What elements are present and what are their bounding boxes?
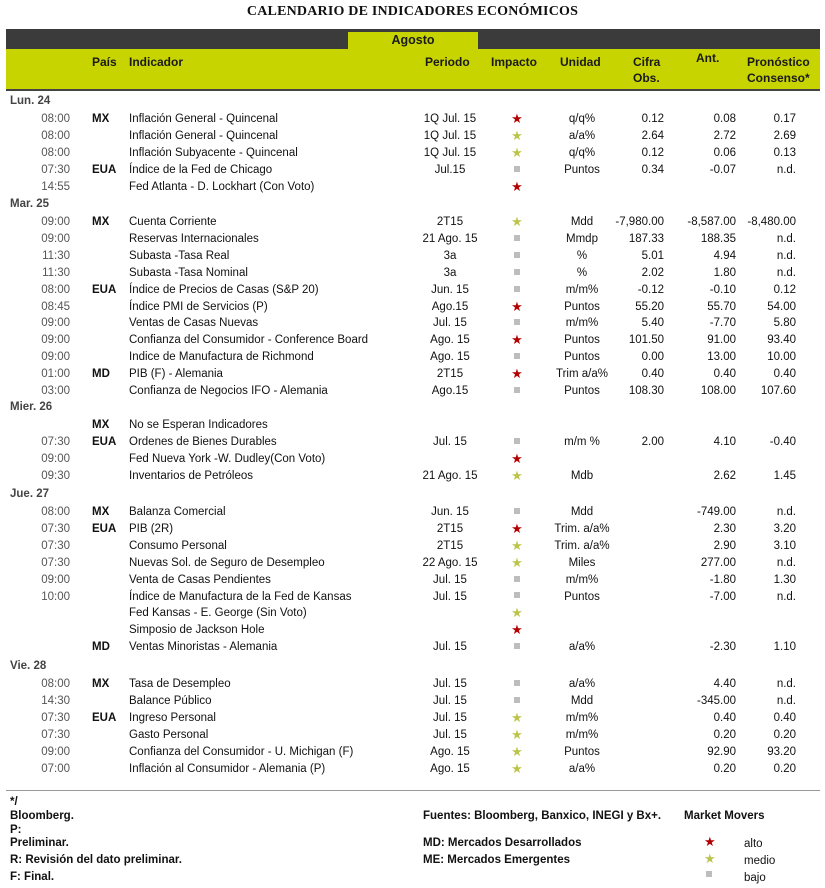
period-cell: Ago. 15 — [430, 762, 470, 775]
previous-value-cell: 2.30 — [713, 522, 736, 535]
country-cell: MX — [92, 216, 110, 228]
time-cell: 07:30 — [41, 556, 70, 569]
footer-bloomberg: Bloomberg. — [10, 810, 74, 822]
previous-value-cell: 0.40 — [713, 368, 736, 381]
indicator-cell: No se Esperan Indicadores — [129, 419, 268, 431]
time-cell: 08:45 — [41, 300, 70, 313]
period-cell: 1Q Jul. 15 — [423, 113, 477, 125]
legend-medio-label: medio — [744, 855, 776, 867]
impact-bajo-square-icon — [502, 283, 532, 297]
legend-alto-icon: ★ — [704, 834, 716, 849]
unit-cell: Mdd — [570, 506, 594, 518]
legend-bajo-label: bajo — [744, 872, 766, 884]
previous-value-cell: -8,587.00 — [687, 216, 736, 228]
country-cell: EUA — [92, 163, 117, 176]
day-label: Vie. 28 — [10, 660, 47, 672]
period-cell: Jul. 15 — [433, 435, 467, 448]
unit-cell: Trim. a/a% — [554, 522, 610, 535]
unit-cell: Mdd — [570, 216, 594, 228]
header-cifra-obs: Obs. — [633, 71, 660, 85]
unit-cell: Puntos — [564, 163, 600, 176]
period-cell: 2T15 — [436, 368, 464, 381]
consensus-value-cell: 3.20 — [773, 522, 796, 535]
indicator-cell: Subasta -Tasa Real — [129, 249, 230, 262]
indicator-cell: Fed Nueva York -W. Dudley(Con Voto) — [129, 452, 326, 465]
previous-value-cell: 0.40 — [713, 711, 736, 724]
time-cell: 08:00 — [41, 506, 70, 518]
previous-value-cell: 13.00 — [707, 351, 736, 364]
indicator-cell: Nuevas Sol. de Seguro de Desempleo — [129, 556, 325, 569]
unit-cell: Trim. a/a% — [554, 539, 610, 552]
unit-cell: Trim a/a% — [556, 368, 608, 381]
footer-final: F: Final. — [10, 871, 55, 883]
previous-value-cell: 4.94 — [713, 249, 736, 262]
consensus-value-cell: 0.20 — [773, 762, 796, 775]
consensus-value-cell: 0.17 — [773, 113, 796, 125]
country-cell: MX — [92, 678, 110, 690]
obs-value-cell: 55.20 — [635, 300, 664, 313]
period-cell: 21 Ago. 15 — [422, 469, 478, 482]
consensus-value-cell: 93.20 — [767, 745, 796, 758]
page-title: CALENDARIO DE INDICADORES ECONÓMICOS — [246, 4, 579, 19]
time-cell: 11:30 — [42, 249, 70, 262]
unit-cell: Puntos — [564, 590, 600, 603]
header-ant: Ant. — [696, 51, 720, 65]
indicator-cell: Simposio de Jackson Hole — [129, 624, 265, 637]
country-cell: MX — [92, 113, 110, 125]
consensus-value-cell: 0.12 — [773, 283, 796, 296]
impact-alto-star-icon: ★ — [511, 178, 523, 194]
indicator-cell: Confianza del Consumidor - Conference Board — [129, 334, 369, 347]
impact-bajo-square-icon — [502, 249, 532, 263]
consensus-value-cell: 2.69 — [773, 129, 796, 142]
previous-value-cell: -749.00 — [696, 506, 736, 518]
header-pais: País — [92, 55, 117, 69]
obs-value-cell: 187.33 — [628, 232, 664, 245]
unit-cell: q/q% — [568, 146, 596, 159]
obs-value-cell: 2.02 — [641, 266, 664, 279]
time-cell: 09:00 — [41, 573, 70, 586]
time-cell: 08:00 — [41, 678, 70, 690]
indicator-cell: Índice de Precios de Casas (S&P 20) — [129, 283, 319, 296]
time-cell: 08:00 — [41, 113, 70, 125]
previous-value-cell: 0.06 — [713, 146, 736, 159]
impact-alto-star-icon: ★ — [511, 111, 523, 126]
previous-value-cell: -0.07 — [709, 163, 736, 176]
legend-bajo-icon — [706, 868, 712, 882]
unit-cell: Mdb — [570, 469, 594, 482]
impact-medio-star-icon: ★ — [511, 127, 523, 143]
impact-bajo-square-icon — [502, 163, 532, 177]
unit-cell: Puntos — [564, 300, 600, 313]
obs-value-cell: 0.12 — [641, 146, 664, 159]
consensus-value-cell: n.d. — [776, 590, 796, 603]
consensus-value-cell: 0.13 — [773, 146, 796, 159]
unit-cell: Puntos — [564, 745, 600, 758]
impact-bajo-square-icon — [502, 640, 532, 654]
indicator-cell: Venta de Casas Pendientes — [129, 573, 271, 586]
obs-value-cell: 101.50 — [628, 334, 664, 347]
footer-fuentes: Fuentes: Bloomberg, Banxico, INEGI y Bx+. — [423, 810, 662, 822]
indicator-cell: Balance Público — [129, 694, 212, 707]
period-cell: 3a — [443, 266, 457, 279]
time-cell: 07:30 — [41, 522, 70, 535]
impact-bajo-square-icon — [502, 590, 532, 604]
indicator-cell: Ordenes de Bienes Durables — [129, 435, 277, 448]
consensus-value-cell: 1.45 — [773, 469, 796, 482]
consensus-value-cell: n.d. — [776, 694, 796, 707]
unit-cell: m/m% — [565, 728, 599, 741]
consensus-value-cell: 3.10 — [773, 539, 796, 552]
unit-cell: m/m% — [565, 573, 599, 586]
consensus-value-cell: n.d. — [776, 249, 796, 262]
period-cell: 1Q Jul. 15 — [423, 146, 477, 159]
previous-value-cell: 1.80 — [713, 266, 736, 279]
previous-value-cell: -0.10 — [709, 283, 736, 296]
time-cell: 08:00 — [41, 129, 70, 142]
unit-cell: m/m % — [564, 435, 600, 448]
period-cell: Ago. 15 — [430, 351, 470, 364]
impact-bajo-square-icon — [502, 694, 532, 708]
previous-value-cell: 4.10 — [713, 435, 736, 448]
period-cell: 2T15 — [436, 539, 464, 552]
obs-value-cell: -7,980.00 — [615, 216, 664, 228]
period-cell: 22 Ago. 15 — [422, 556, 478, 569]
time-cell: 07:30 — [41, 711, 70, 724]
indicator-cell: Inflación Subyacente - Quincenal — [129, 146, 298, 159]
previous-value-cell: 55.70 — [707, 300, 736, 313]
header-unidad: Unidad — [560, 55, 601, 69]
time-cell: 09:00 — [41, 334, 70, 347]
previous-value-cell: 0.20 — [713, 728, 736, 741]
impact-medio-star-icon: ★ — [511, 709, 523, 725]
impact-bajo-square-icon — [502, 316, 532, 330]
previous-value-cell: -2.30 — [709, 641, 736, 654]
period-cell: Ago.15 — [431, 300, 469, 313]
consensus-value-cell: n.d. — [776, 163, 796, 176]
indicator-cell: Inflación al Consumidor - Alemania (P) — [129, 762, 326, 775]
time-cell: 11:30 — [42, 266, 70, 279]
indicator-cell: Consumo Personal — [129, 539, 227, 552]
period-cell: 2T15 — [436, 216, 464, 228]
footer-p-label: P: — [10, 824, 22, 836]
impact-medio-star-icon: ★ — [511, 605, 523, 621]
obs-value-cell: 0.40 — [641, 368, 664, 381]
consensus-value-cell: 10.00 — [767, 351, 796, 364]
unit-cell: m/m% — [565, 317, 599, 330]
month-label: Agosto — [348, 32, 478, 49]
impact-bajo-square-icon — [502, 505, 532, 519]
time-cell: 07:00 — [41, 762, 70, 775]
previous-value-cell: -1.80 — [709, 573, 736, 586]
time-cell: 07:30 — [41, 539, 70, 552]
country-cell: EUA — [92, 711, 117, 724]
time-cell: 10:00 — [41, 590, 70, 603]
consensus-value-cell: 5.80 — [773, 317, 796, 330]
obs-value-cell: -0.12 — [637, 283, 664, 296]
time-cell: 07:30 — [41, 728, 70, 741]
country-cell: EUA — [92, 435, 117, 448]
unit-cell: Mdd — [570, 694, 594, 707]
period-cell: Jun. 15 — [431, 283, 469, 296]
impact-medio-star-icon: ★ — [511, 554, 523, 570]
previous-value-cell: 0.20 — [713, 762, 736, 775]
impact-alto-star-icon: ★ — [511, 366, 523, 382]
consensus-value-cell: -0.40 — [769, 435, 796, 448]
unit-cell: Miles — [568, 556, 596, 569]
time-cell: 03:00 — [41, 385, 70, 397]
impact-bajo-square-icon — [502, 266, 532, 280]
period-cell: 3a — [443, 249, 457, 262]
time-cell: 09:00 — [41, 317, 70, 330]
impact-medio-star-icon: ★ — [511, 537, 523, 553]
footer-me: ME: Mercados Emergentes — [423, 854, 570, 866]
consensus-value-cell: 54.00 — [767, 300, 796, 313]
time-cell: 09:30 — [41, 469, 70, 482]
obs-value-cell: 0.34 — [641, 163, 664, 176]
previous-value-cell: 277.00 — [700, 556, 736, 569]
indicator-cell: Inflación General - Quincenal — [129, 129, 278, 142]
impact-medio-star-icon: ★ — [511, 726, 523, 742]
impact-alto-star-icon: ★ — [511, 450, 523, 466]
period-cell: Jul. 15 — [433, 317, 467, 330]
indicator-cell: PIB (F) - Alemania — [129, 368, 223, 381]
indicator-cell: Fed Atlanta - D. Lockhart (Con Voto) — [129, 180, 315, 193]
indicator-cell: Ingreso Personal — [129, 711, 216, 724]
previous-value-cell: -7.00 — [709, 590, 736, 603]
obs-value-cell: 5.01 — [641, 249, 664, 262]
time-cell: 09:00 — [41, 216, 70, 228]
unit-cell: m/m% — [565, 711, 599, 724]
impact-bajo-square-icon — [502, 677, 532, 691]
consensus-value-cell: 93.40 — [767, 334, 796, 347]
impact-bajo-square-icon — [502, 350, 532, 364]
impact-medio-star-icon: ★ — [511, 467, 523, 483]
header-impacto: Impacto — [491, 55, 538, 69]
previous-value-cell: 2.62 — [713, 469, 736, 482]
unit-cell: a/a% — [568, 129, 596, 142]
unit-cell: q/q% — [568, 113, 596, 125]
impact-medio-star-icon: ★ — [511, 144, 523, 160]
impact-medio-star-icon: ★ — [511, 760, 523, 776]
indicator-cell: Subasta -Tasa Nominal — [129, 266, 248, 279]
header-periodo: Periodo — [425, 55, 470, 69]
time-cell: 08:00 — [41, 146, 70, 159]
previous-value-cell: 108.00 — [700, 385, 736, 397]
country-cell: EUA — [92, 283, 117, 296]
previous-value-cell: -345.00 — [696, 694, 736, 707]
obs-value-cell: 108.30 — [628, 385, 664, 397]
impact-medio-star-icon: ★ — [511, 743, 523, 759]
previous-value-cell: 4.40 — [713, 678, 736, 690]
time-cell: 01:00 — [41, 368, 70, 381]
period-cell: Jul. 15 — [433, 711, 467, 724]
previous-value-cell: 92.90 — [707, 745, 736, 758]
consensus-value-cell: n.d. — [776, 266, 796, 279]
indicator-cell: Ventas de Casas Nuevas — [129, 317, 259, 330]
indicator-cell: Inventarios de Petróleos — [129, 469, 254, 482]
indicator-cell: Índice PMI de Servicios (P) — [129, 300, 268, 313]
period-cell: Jun. 15 — [431, 506, 469, 518]
unit-cell: % — [576, 266, 588, 279]
consensus-value-cell: -8,480.00 — [747, 216, 796, 228]
impact-alto-star-icon: ★ — [511, 520, 523, 536]
obs-value-cell: 2.64 — [641, 129, 664, 142]
unit-cell: a/a% — [568, 678, 596, 690]
footer-md: MD: Mercados Desarrollados — [423, 837, 582, 849]
country-cell: MD — [92, 368, 110, 381]
time-cell: 09:00 — [41, 745, 70, 758]
consensus-value-cell: n.d. — [776, 232, 796, 245]
time-cell: 09:00 — [41, 232, 70, 245]
obs-value-cell: 0.00 — [641, 351, 664, 364]
header-consenso: Consenso* — [747, 71, 810, 85]
impact-bajo-square-icon — [502, 232, 532, 246]
indicator-cell: Tasa de Desempleo — [129, 678, 231, 690]
indicator-cell: Indice de Manufactura de Richmond — [129, 351, 314, 364]
impact-bajo-square-icon — [502, 573, 532, 587]
consensus-value-cell: 107.60 — [760, 385, 796, 397]
indicator-cell: Confianza de Negocios IFO - Alemania — [129, 385, 328, 397]
indicator-cell: Inflación General - Quincenal — [129, 113, 278, 125]
consensus-value-cell: n.d. — [776, 678, 796, 690]
day-label: Mar. 25 — [10, 198, 49, 210]
indicator-cell: Balanza Comercial — [129, 506, 226, 518]
country-cell: EUA — [92, 522, 117, 535]
footer-note-mark: */ — [10, 796, 18, 808]
indicator-cell: Reservas Internacionales — [129, 232, 259, 245]
previous-value-cell: 2.90 — [713, 539, 736, 552]
day-label: Jue. 27 — [10, 488, 49, 500]
consensus-value-cell: 1.30 — [773, 573, 796, 586]
obs-value-cell: 2.00 — [641, 435, 664, 448]
consensus-value-cell: 0.40 — [773, 368, 796, 381]
time-cell: 07:30 — [41, 435, 70, 448]
header-pronostico: Pronóstico — [747, 55, 810, 69]
consensus-value-cell: 0.40 — [773, 711, 796, 724]
period-cell: Ago. 15 — [430, 334, 470, 347]
period-cell: Jul. 15 — [433, 590, 467, 603]
unit-cell: Puntos — [564, 334, 600, 347]
country-cell: MD — [92, 641, 110, 654]
header-indicador: Indicador — [129, 55, 184, 69]
legend-alto-label: alto — [744, 838, 763, 850]
consensus-value-cell: 0.20 — [773, 728, 796, 741]
indicator-cell: PIB (2R) — [129, 522, 174, 535]
footer-divider — [6, 790, 820, 791]
consensus-value-cell: 1.10 — [773, 641, 796, 654]
obs-value-cell: 5.40 — [641, 317, 664, 330]
impact-alto-star-icon: ★ — [511, 622, 523, 638]
consensus-value-cell: n.d. — [776, 556, 796, 569]
previous-value-cell: 91.00 — [707, 334, 736, 347]
unit-cell: Mmdp — [566, 232, 598, 245]
impact-bajo-square-icon — [502, 435, 532, 449]
unit-cell: a/a% — [568, 641, 596, 654]
day-label: Lun. 24 — [10, 95, 51, 107]
impact-alto-star-icon: ★ — [511, 298, 523, 314]
previous-value-cell: 2.72 — [713, 129, 736, 142]
time-cell: 09:00 — [41, 452, 70, 465]
period-cell: Ago.15 — [431, 385, 469, 397]
period-cell: Jul. 15 — [433, 573, 467, 586]
time-cell: 08:00 — [41, 283, 70, 296]
unit-cell: a/a% — [568, 762, 596, 775]
unit-cell: Puntos — [564, 351, 600, 364]
indicator-cell: Índice de la Fed de Chicago — [129, 163, 273, 176]
period-cell: Jul.15 — [434, 163, 466, 176]
unit-cell: Puntos — [564, 385, 600, 397]
day-label: Mier. 26 — [10, 401, 53, 413]
indicator-cell: Ventas Minoristas - Alemania — [129, 641, 278, 654]
time-cell: 14:55 — [41, 180, 70, 193]
footer-revision: R: Revisión del dato preliminar. — [10, 854, 182, 866]
previous-value-cell: 0.08 — [713, 113, 736, 125]
impact-medio-star-icon: ★ — [511, 214, 523, 229]
country-cell: MX — [92, 506, 110, 518]
time-cell: 07:30 — [41, 163, 70, 176]
impact-bajo-square-icon — [502, 384, 532, 398]
impact-alto-star-icon: ★ — [511, 332, 523, 348]
unit-cell: m/m% — [565, 283, 599, 296]
footer-preliminar: Preliminar. — [10, 837, 69, 849]
indicator-cell: Índice de Manufactura de la Fed de Kansas — [129, 590, 352, 603]
footer-market-movers: Market Movers — [684, 810, 765, 822]
obs-value-cell: 0.12 — [641, 113, 664, 125]
previous-value-cell: -7.70 — [709, 317, 736, 330]
period-cell: 1Q Jul. 15 — [423, 129, 477, 142]
time-cell: 09:00 — [41, 351, 70, 364]
period-cell: 21 Ago. 15 — [422, 232, 478, 245]
indicator-cell: Fed Kansas - E. George (Sin Voto) — [129, 607, 307, 620]
period-cell: Jul. 15 — [433, 728, 467, 741]
period-cell: Jul. 15 — [433, 678, 467, 690]
period-cell: Jul. 15 — [433, 694, 467, 707]
country-cell: MX — [92, 419, 110, 431]
consensus-value-cell: n.d. — [776, 506, 796, 518]
header-cifra: Cifra — [633, 55, 661, 69]
unit-cell: % — [576, 249, 588, 262]
previous-value-cell: 188.35 — [700, 232, 736, 245]
indicator-cell: Confianza del Consumidor - U. Michigan (F) — [129, 745, 354, 758]
indicator-cell: Gasto Personal — [129, 728, 209, 741]
period-cell: 2T15 — [436, 522, 464, 535]
indicator-cell: Cuenta Corriente — [129, 216, 217, 228]
legend-medio-icon: ★ — [704, 851, 716, 866]
period-cell: Ago. 15 — [430, 745, 470, 758]
period-cell: Jul. 15 — [433, 641, 467, 654]
time-cell: 14:30 — [41, 694, 70, 707]
